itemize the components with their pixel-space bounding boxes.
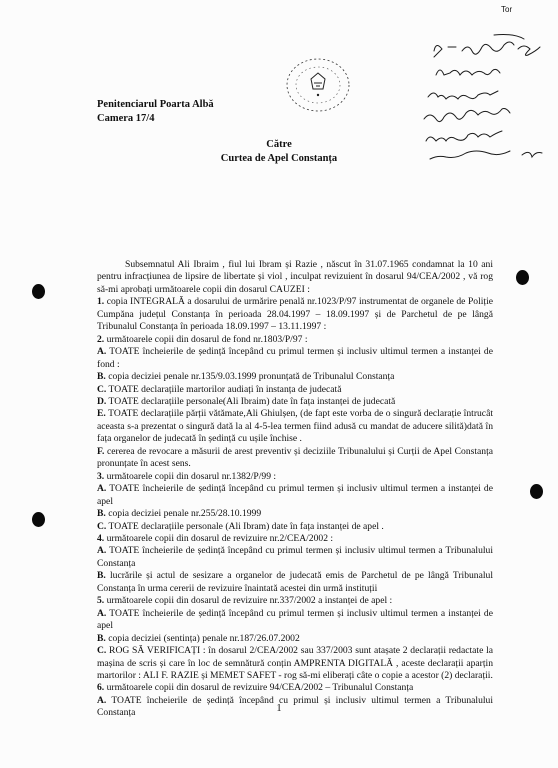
official-stamp-icon <box>283 55 353 115</box>
request-item <box>97 483 493 508</box>
punch-hole-left-bottom <box>32 512 45 527</box>
request-item <box>97 645 493 682</box>
item-label: A. <box>97 346 107 358</box>
punch-hole-right-bottom <box>530 484 543 499</box>
item-text: TOATE încheierile de ședință începând cu primul termen și inclusiv ultimul termen a instanței de fond : <box>97 346 493 370</box>
document-body <box>97 259 493 720</box>
item-label: A. <box>97 483 107 495</box>
item-label: F. <box>97 445 105 457</box>
addressee-to: Către <box>266 139 292 150</box>
item-text: lucrările și actul de sesizare a organelor de judecată emis de Parchetul de pe lângă Tribunalul Constanța în urma cererii de revizuire înaintată acestei din urmă instituții <box>97 570 493 594</box>
institution-name: Penitenciarul Poarta Albă <box>97 99 214 110</box>
request-item <box>97 334 493 346</box>
item-label: A. <box>97 545 107 557</box>
item-label: B. <box>97 570 106 582</box>
item-text: TOATE încheierile de ședință începând cu primul termen și inclusiv ultimul termen a instanței de apel <box>97 607 493 632</box>
item-text: TOATE declarațiile părții vătămate,Ali Ghiulșen, (de fapt este vorba de o singură declarație întrucât aceasta s-a prezentat o singură dată la al 4-5-lea termen fiind adusă cu mandat de aducere silită)dată în fața organelor de judecată în ședință cu ușile închise . <box>97 408 493 445</box>
item-label: 3. <box>97 470 105 482</box>
item-text: cererea de revocare a măsurii de arest preventiv și deciziile Tribunalului și Curții de Apel Constanța pronunțate în acest sens. <box>97 445 493 470</box>
request-item <box>97 296 493 333</box>
item-label: C. <box>97 383 107 395</box>
item-text: următoarele copii din dosarul de revizuire 94/CEA/2002 – Tribunalul Constanța <box>104 682 414 694</box>
request-list <box>97 296 493 719</box>
item-label: D. <box>97 395 107 407</box>
item-text: TOATE declarațiile personale(Ali Ibraim) date în fața instanței de judecată <box>106 395 396 407</box>
request-item <box>97 633 493 645</box>
item-text: TOATE încheierile de ședință începând cu primul termen și inclusiv ultimul termen a Tribunalului Constanța <box>97 545 493 569</box>
item-label: 4. <box>97 532 105 544</box>
item-label: B. <box>97 632 106 644</box>
request-item <box>97 471 493 483</box>
intro-paragraph: Subsemnatul Ali Ibraim , fiul lui Ibram și Razie , născut în 31.07.1965 condamnat la 10 ani pentru infracțiunea de lipsire de libertate și viol , inculpat revizuient în dosarul 94/CEA/2002 , vă rog să-mi aprobați următoarele copii din dosarul CAUZEI : <box>97 259 493 295</box>
item-label: 6. <box>97 682 105 694</box>
item-text: următoarele copii din dosarul de revizuire nr.337/2002 a instanței de apel : <box>104 595 393 607</box>
request-item <box>97 508 493 520</box>
item-label: 5. <box>97 595 105 607</box>
item-text: TOATE declarațiile personale (Ali Ibram) date în fața instanței de apel . <box>106 520 384 532</box>
item-text: TOATE încheierile de ședință începând cu primul termen și inclusiv ultimul termen a instanței de apel <box>97 483 493 507</box>
request-item <box>97 346 493 371</box>
item-label: C. <box>97 645 107 657</box>
item-label: A. <box>97 607 107 619</box>
item-text: copia INTEGRALĂ a dosarului de urmărire penală nr.1023/P/97 instrumentat de organele de Poliție Cumpăna județul Constanța în perioada 28.04.1997 – 18.09.1997 și de Parchetul de pe lângă Tribunalul Constanța în perioada 18.09.1997 – 13.11.1997 : <box>97 296 493 333</box>
punch-hole-right-top <box>516 270 529 285</box>
request-item <box>97 384 493 396</box>
item-text: copia deciziei penale nr.255/28.10.1999 <box>105 508 262 520</box>
item-label: B. <box>97 371 106 383</box>
room-number: Camera 17/4 <box>97 113 155 124</box>
item-text: copia deciziei penale nr.135/9.03.1999 pronunțată de Tribunalul Constanța <box>105 371 395 383</box>
item-text: TOATE încheierile de ședință începând cu primul și inclusiv ultimul termen a Tribunalului Constanța <box>97 694 493 719</box>
item-text: următoarele copii din dosarul de revizuire nr.2/CEA/2002 : <box>104 532 334 544</box>
request-item <box>97 608 493 633</box>
page-number: 1 <box>276 703 282 714</box>
addressee-court: Curtea de Apel Constanța <box>220 153 338 164</box>
item-label: A. <box>97 694 107 706</box>
request-item <box>97 682 493 694</box>
request-item <box>97 408 493 445</box>
item-text: următoarele copii din dosarul nr.1382/P/99 : <box>104 470 277 482</box>
corner-mark: Tor <box>501 5 513 14</box>
request-item <box>97 545 493 570</box>
item-label: B. <box>97 508 106 520</box>
request-item <box>97 533 493 545</box>
request-item <box>97 521 493 533</box>
request-item <box>97 371 493 383</box>
request-item <box>97 396 493 408</box>
punch-hole-left <box>32 284 45 299</box>
item-text: TOATE declarațiile martorilor audiați în instanța de judecată <box>106 383 342 395</box>
item-text: ROG SĂ VERIFICAȚI : în dosarul 2/CEA/2002 sau 337/2003 sunt atașate 2 declarații redactate la mașina de scris și care în loc de semnătură conțin AMPRENTA DIGITALĂ , aceste declarații aparțin martorilor : ALI F. RAZIE și MEMET SAFET - rog să-mi eliberați câte o copie a acestor (2) declarații. <box>97 645 493 681</box>
item-label: 2. <box>97 333 105 345</box>
item-label: E. <box>97 408 106 420</box>
request-item <box>97 446 493 471</box>
item-text: copia deciziei (sentința) penale nr.187/26.07.2002 <box>105 632 300 644</box>
request-item <box>97 570 493 595</box>
item-text: următoarele copii din dosarul de fond nr.1803/P/97 : <box>104 333 308 345</box>
request-item <box>97 595 493 607</box>
item-label: C. <box>97 520 107 532</box>
item-label: 1. <box>97 296 105 308</box>
